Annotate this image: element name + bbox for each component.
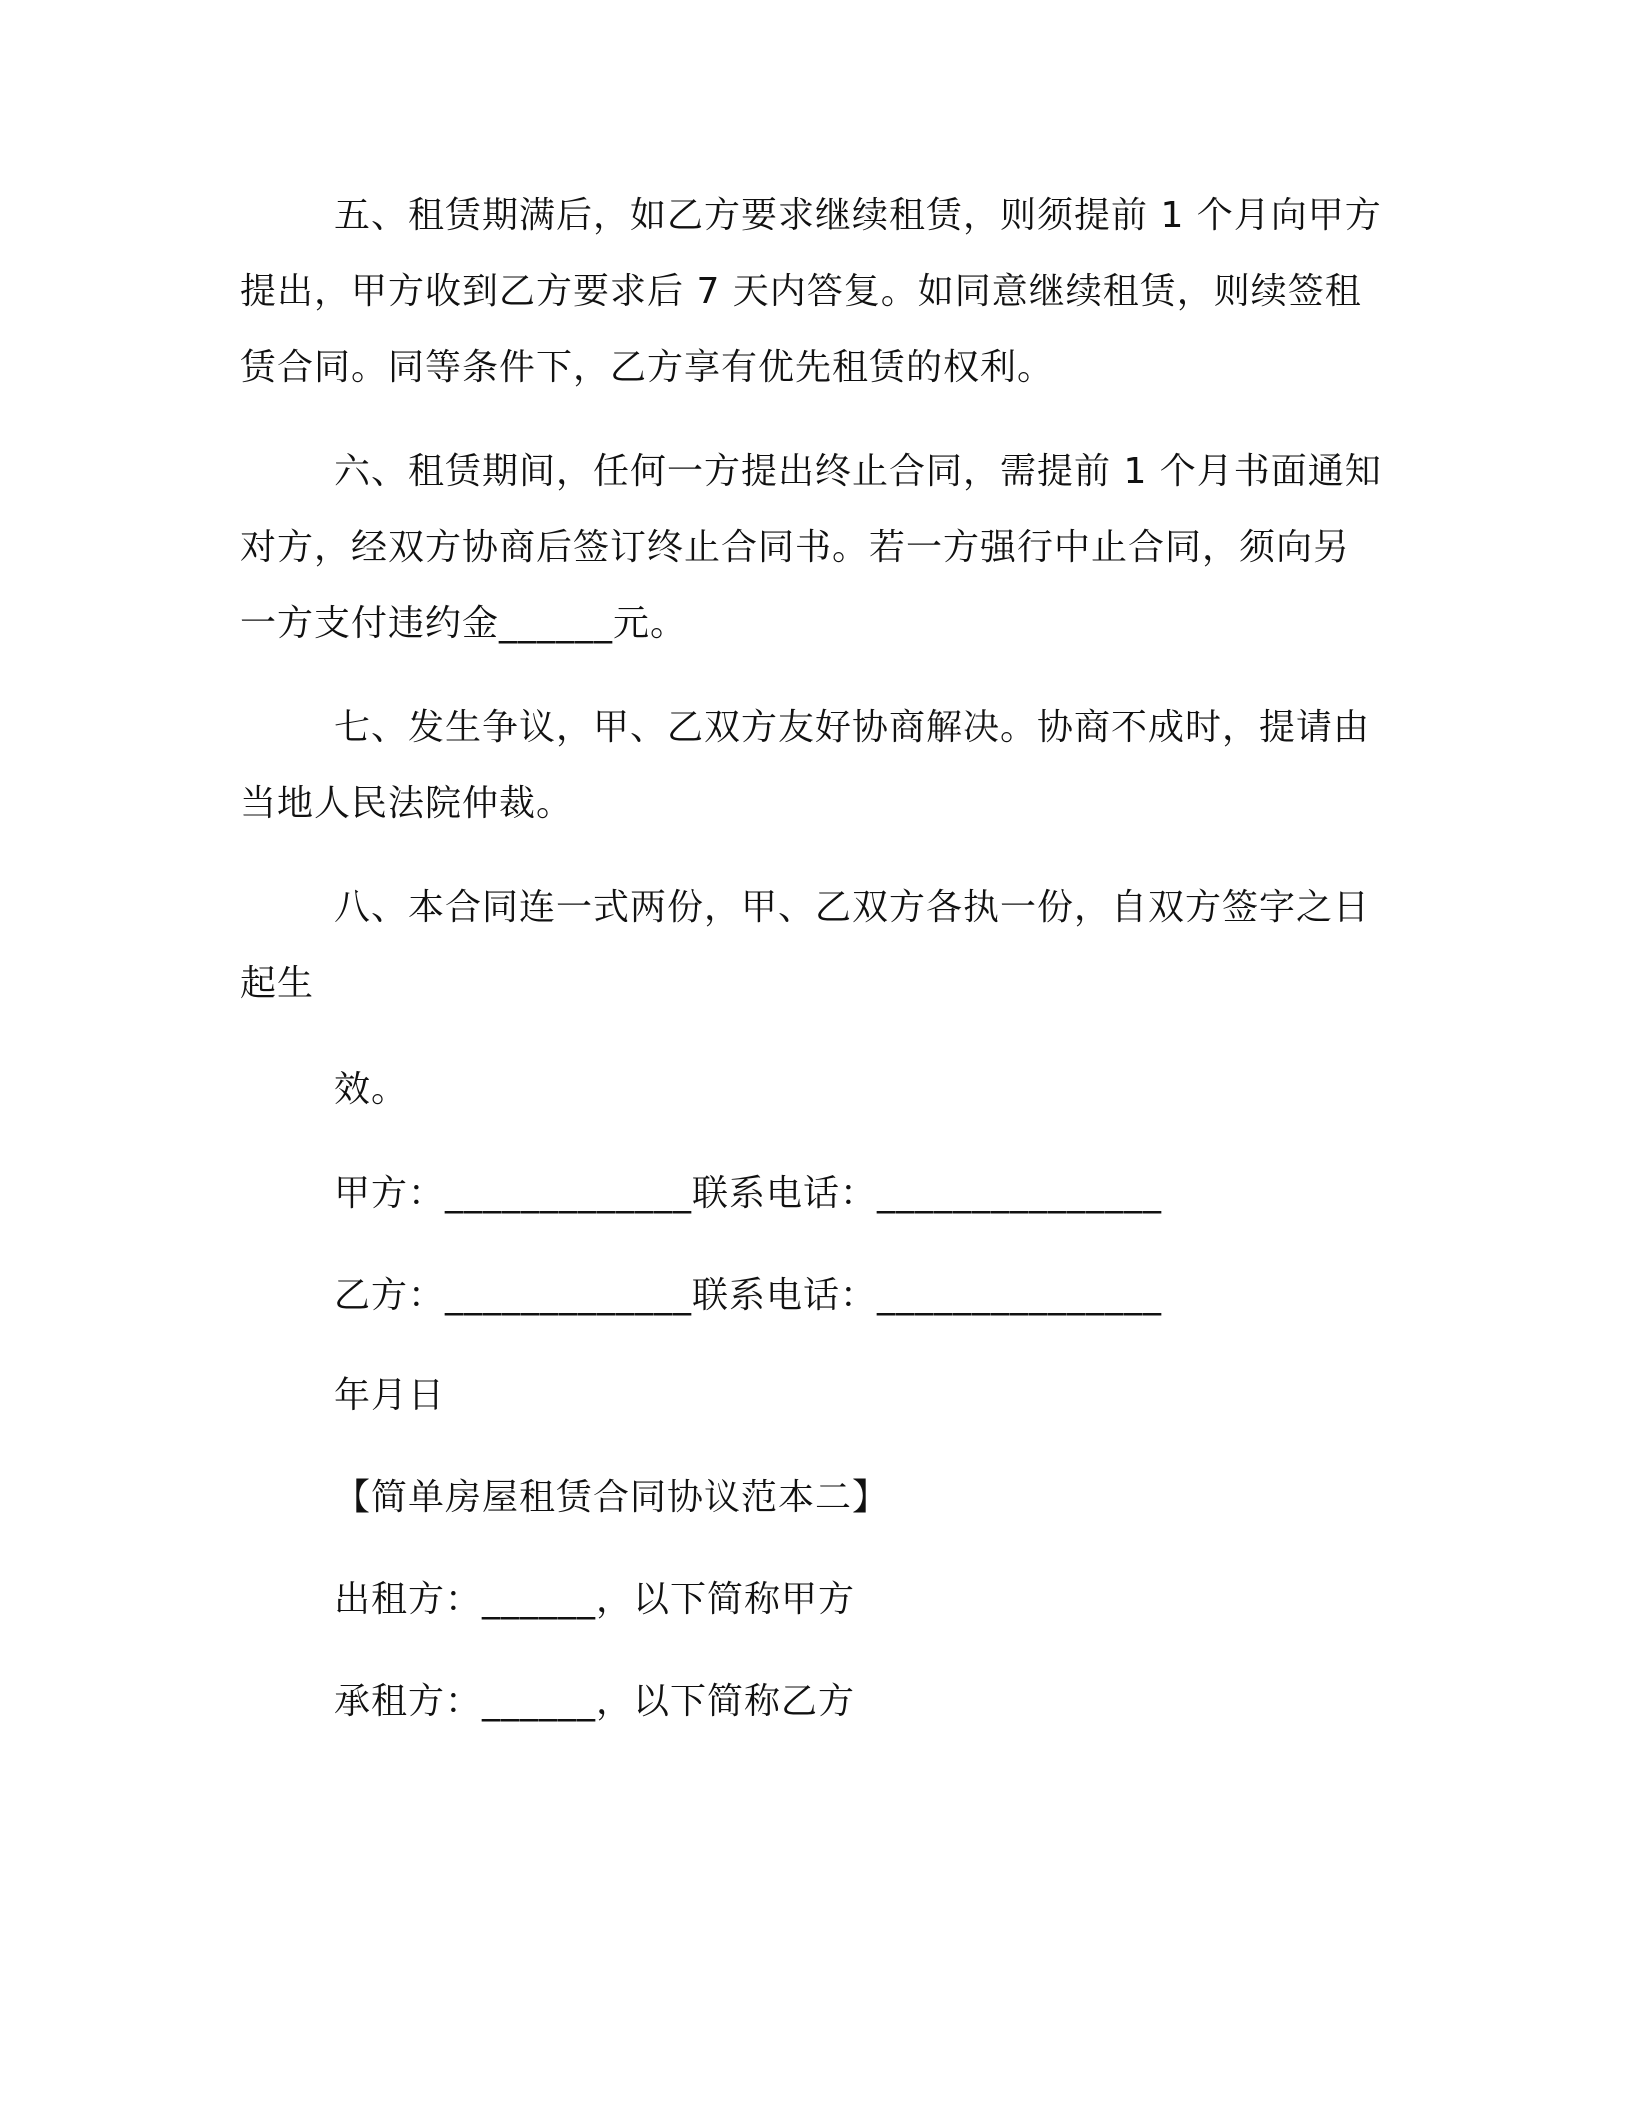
lessee-line: 承租方：______，以下简称乙方 <box>334 1681 856 1722</box>
party-b-signature-line: 乙方：_____________联系电话：_______________ <box>334 1275 1163 1316</box>
clause-7-line-1: 七、发生争议，甲、乙双方友好协商解决。协商不成时，提请由 <box>334 707 1371 748</box>
lessor-line: 出租方：______，以下简称甲方 <box>334 1579 856 1620</box>
clause-8-line-1: 八、本合同连一式两份，甲、乙双方各执一份，自双方签字之日 <box>334 887 1371 928</box>
clause-7-line-2: 当地人民法院仲裁。 <box>240 783 574 824</box>
clause-5-line-3: 赁合同。同等条件下，乙方享有优先租赁的权利。 <box>240 347 1055 388</box>
date-line: 年月日 <box>334 1375 446 1416</box>
clause-8-line-3: 效。 <box>334 1069 409 1110</box>
clause-5-line-2: 提出，甲方收到乙方要求后 7 天内答复。如同意继续租赁，则续签租 <box>240 271 1362 312</box>
clause-6-line-1: 六、租赁期间，任何一方提出终止合同，需提前 1 个月书面通知 <box>334 451 1382 492</box>
clause-6-line-3: 一方支付违约金______元。 <box>240 603 688 644</box>
clause-6-line-2: 对方，经双方协商后签订终止合同书。若一方强行中止合同，须向另 <box>240 527 1351 568</box>
clause-5-line-1: 五、租赁期满后，如乙方要求继续租赁，则须提前 1 个月向甲方 <box>334 195 1382 236</box>
party-a-signature-line: 甲方：_____________联系电话：_______________ <box>334 1173 1163 1214</box>
template-2-heading: 【简单房屋租赁合同协议范本二】 <box>334 1477 890 1518</box>
clause-8-line-2: 起生 <box>240 963 315 1004</box>
